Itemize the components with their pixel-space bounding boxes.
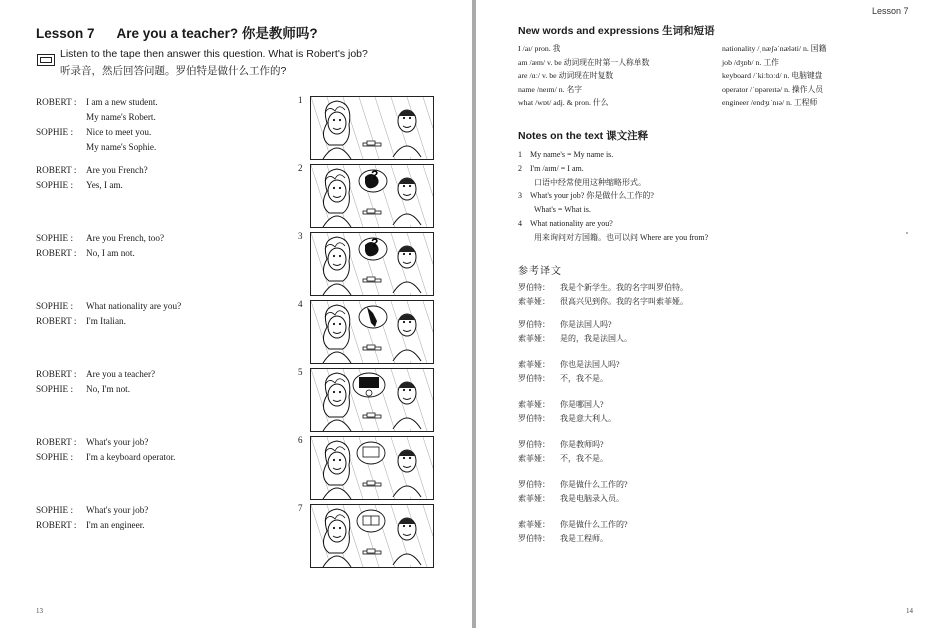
note-line: 2 I'm /aɪm/ = I am. (518, 163, 584, 173)
panel-number: 2 (298, 163, 303, 173)
dialogue-line (36, 450, 175, 465)
vocab-column-1 (518, 42, 649, 110)
instruction-chinese: 听录音，然后回答问题。罗伯特是做什么工作的? (60, 65, 287, 77)
dialogue-line (36, 95, 158, 110)
dialogue-block (36, 231, 164, 261)
panel-number: 7 (298, 503, 303, 513)
speaker-label: ROBERT : (36, 248, 77, 258)
panel-number: 6 (298, 435, 303, 445)
dialogue-text: What nationality are you? (86, 301, 182, 311)
notes-list (518, 148, 708, 245)
page-number-right: 14 (906, 607, 913, 615)
page-number-left: 13 (36, 607, 43, 615)
dialogue-line (36, 435, 175, 450)
speaker-label: SOPHIE : (36, 301, 74, 311)
translation-text: 你是教师吗? (560, 440, 604, 449)
dialogue-text: No, I am not. (86, 248, 135, 258)
speaker-label: ROBERT : (36, 369, 77, 379)
panel-number: 1 (298, 95, 303, 105)
note-line: What's = What is. (518, 205, 591, 215)
vocab-entry: keyboard /ˈkiːbɔːd/ n. 电脑键盘 (722, 71, 823, 80)
translation-line (518, 518, 688, 532)
translation-text: 我是意大利人。 (560, 414, 616, 423)
translation-speaker: 罗伯特： (518, 440, 550, 449)
note-line: 1 My name's = My name is. (518, 150, 614, 159)
panel-number: 5 (298, 367, 303, 377)
vocab-entry: operator /ˈɒpəreɪtə/ n. 操作人员 (722, 84, 824, 94)
dialogue-line (36, 140, 158, 155)
vocab-entry: nationality /ˌnæʃəˈnæləti/ n. 国籍 (722, 44, 827, 53)
translation-line (518, 318, 688, 332)
translation-text: 我是工程师。 (560, 534, 608, 543)
speaker-label: SOPHIE : (36, 233, 74, 243)
translation-heading: 参考译文 (518, 266, 562, 277)
note-line: 3 What's your job? 你是做什么工作的? (518, 191, 654, 201)
translation-text: 不，我不是。 (560, 374, 608, 383)
note-line: 口语中经常使用这种缩略形式。 (518, 177, 646, 187)
svg-text:?: ? (371, 168, 379, 182)
speaker-label: ROBERT : (36, 316, 77, 326)
dialogue-line (36, 178, 148, 193)
instruction-english: Listen to the tape then answer this question. What is Robert's job? (60, 48, 368, 60)
dialogue-text: I'm Italian. (86, 316, 126, 326)
translation-text: 你是法国人吗? (560, 320, 612, 329)
dialogue-block (36, 435, 175, 465)
dialogue-line (36, 231, 164, 246)
dialogue-text: Are you French, too? (86, 233, 165, 243)
translation-text: 不，我不是。 (560, 454, 608, 463)
translation-text: 我是电脑录入员。 (560, 494, 624, 503)
translation-line (518, 478, 688, 492)
translation-line (518, 398, 688, 412)
speaker-label: SOPHIE : (36, 180, 74, 190)
translation-line (518, 452, 688, 466)
translation-speaker: 罗伯特： (518, 320, 550, 329)
svg-text:?: ? (371, 236, 379, 250)
dialogue-block (36, 95, 158, 155)
translation-line (518, 412, 688, 426)
dialogue-line (36, 503, 148, 518)
speaker-label: SOPHIE : (36, 505, 74, 515)
speaker-label: ROBERT : (36, 520, 77, 530)
panel-number: 4 (298, 299, 303, 309)
lesson-number: Lesson 7 (36, 26, 95, 41)
panel-number: 3 (298, 231, 303, 241)
note-line: 用来询问对方国籍。也可以问 Where are you from? (518, 232, 709, 242)
translation-line (518, 281, 688, 295)
dialogue-line (36, 518, 148, 533)
translation-text: 我是个新学生。我的名字叫罗伯特。 (560, 283, 688, 292)
vocab-column-2 (722, 42, 826, 110)
speaker-label: SOPHIE : (36, 127, 74, 137)
comic-panel-illustration (310, 232, 434, 296)
translation-speaker: 罗伯特： (518, 414, 550, 423)
dialogue-text: No, I'm not. (86, 384, 131, 394)
vocab-entry: what /wɒt/ adj. & pron. 什么 (518, 98, 609, 107)
translation-text: 很高兴见到你。我的名字叫索菲娅。 (560, 297, 688, 306)
dialogue-text: My name's Robert. (86, 112, 156, 122)
translation-speaker: 罗伯特： (518, 534, 550, 543)
dialogue-text: I am a new student. (86, 97, 158, 107)
translation-group (518, 438, 688, 466)
new-words-heading: New words and expressions 生词和短语 (518, 25, 715, 37)
vocab-entry: am /æm/ v. be 动词现在时第一人称单数 (518, 57, 650, 67)
lesson-heading (36, 22, 318, 42)
dialogue-line (36, 382, 155, 397)
translation-speaker: 索菲娅： (518, 520, 550, 529)
translation-speaker: 索菲娅： (518, 494, 550, 503)
translation-line (518, 492, 688, 506)
speaker-label: ROBERT : (36, 437, 77, 447)
note-line: 4 What nationality are you? (518, 218, 613, 228)
dialogue-block (36, 299, 181, 329)
dialogue-line (36, 110, 158, 125)
translation-line (518, 332, 688, 346)
translation-line (518, 438, 688, 452)
translation-text: 你是做什么工作的? (560, 480, 628, 489)
speck (906, 232, 908, 234)
dialogue-text: What's your job? (86, 437, 149, 447)
vocab-entry: engineer /endʒɪˈnɪə/ n. 工程师 (722, 98, 818, 107)
dialogue-block (36, 367, 155, 397)
translation-group (518, 398, 688, 426)
translation-speaker: 罗伯特： (518, 480, 550, 489)
translation-group (518, 518, 688, 546)
translation-text: 你是哪国人? (560, 400, 604, 409)
dialogue-line (36, 163, 148, 178)
translation-line (518, 358, 688, 372)
dialogue-text: Yes, I am. (86, 180, 123, 190)
comic-panel-illustration (310, 164, 434, 228)
translation-speaker: 罗伯特： (518, 283, 550, 292)
dialogue-block (36, 163, 148, 193)
translation-line (518, 532, 688, 546)
translation-text: 你是做什么工作的? (560, 520, 628, 529)
lesson-title: Are you a teacher? 你是教师吗? (116, 26, 318, 41)
translation-speaker: 索菲娅： (518, 297, 550, 306)
translation-speaker: 索菲娅： (518, 334, 550, 343)
dialogue-text: Are you a teacher? (86, 369, 156, 379)
speaker-label: SOPHIE : (36, 384, 74, 394)
dialogue-line (36, 246, 164, 261)
translation-group (518, 478, 688, 506)
vocab-entry: I /aɪ/ pron. 我 (518, 44, 561, 53)
speaker-label: ROBERT : (36, 165, 77, 175)
vocab-entry: are /ɑː/ v. be 动词现在时复数 (518, 71, 614, 80)
translation-line (518, 295, 688, 309)
dialogue-text: My name's Sophie. (86, 142, 157, 152)
dialogue-line (36, 367, 155, 382)
cassette-tape-icon (37, 54, 55, 66)
translation-text: 是的，我是法国人。 (560, 334, 632, 343)
translation-line (518, 372, 688, 386)
translation-speaker: 索菲娅： (518, 360, 550, 369)
translation-text: 你也是法国人吗? (560, 360, 620, 369)
dialogue-line (36, 125, 158, 140)
comic-panel-illustration (310, 368, 434, 432)
speaker-label: SOPHIE : (36, 452, 74, 462)
notes-heading: Notes on the text 课文注释 (518, 130, 649, 142)
speaker-label: ROBERT : (36, 97, 77, 107)
translation-group (518, 358, 688, 386)
dialogue-text: I'm a keyboard operator. (86, 452, 176, 462)
vocab-entry: job /dʒɒb/ n. 工作 (722, 57, 779, 67)
translation-group (518, 318, 688, 346)
dialogue-block (36, 503, 148, 533)
dialogue-text: Nice to meet you. (86, 127, 152, 137)
translation-speaker: 罗伯特： (518, 374, 550, 383)
dialogue-line (36, 299, 181, 314)
running-header: Lesson 7 (872, 6, 909, 16)
dialogue-text: I'm an engineer. (86, 520, 145, 530)
comic-panel-illustration (310, 300, 434, 364)
dialogue-text: What's your job? (86, 505, 149, 515)
comic-panel-illustration (310, 96, 434, 160)
vocab-entry: name /neɪm/ n. 名字 (518, 84, 583, 94)
translation-list (518, 281, 688, 558)
dialogue-text: Are you French? (86, 165, 148, 175)
comic-panel-illustration (310, 504, 434, 568)
dialogue-line (36, 314, 181, 329)
translation-speaker: 索菲娅： (518, 454, 550, 463)
comic-panel-illustration (310, 436, 434, 500)
translation-speaker: 索菲娅： (518, 400, 550, 409)
translation-group (518, 281, 688, 309)
